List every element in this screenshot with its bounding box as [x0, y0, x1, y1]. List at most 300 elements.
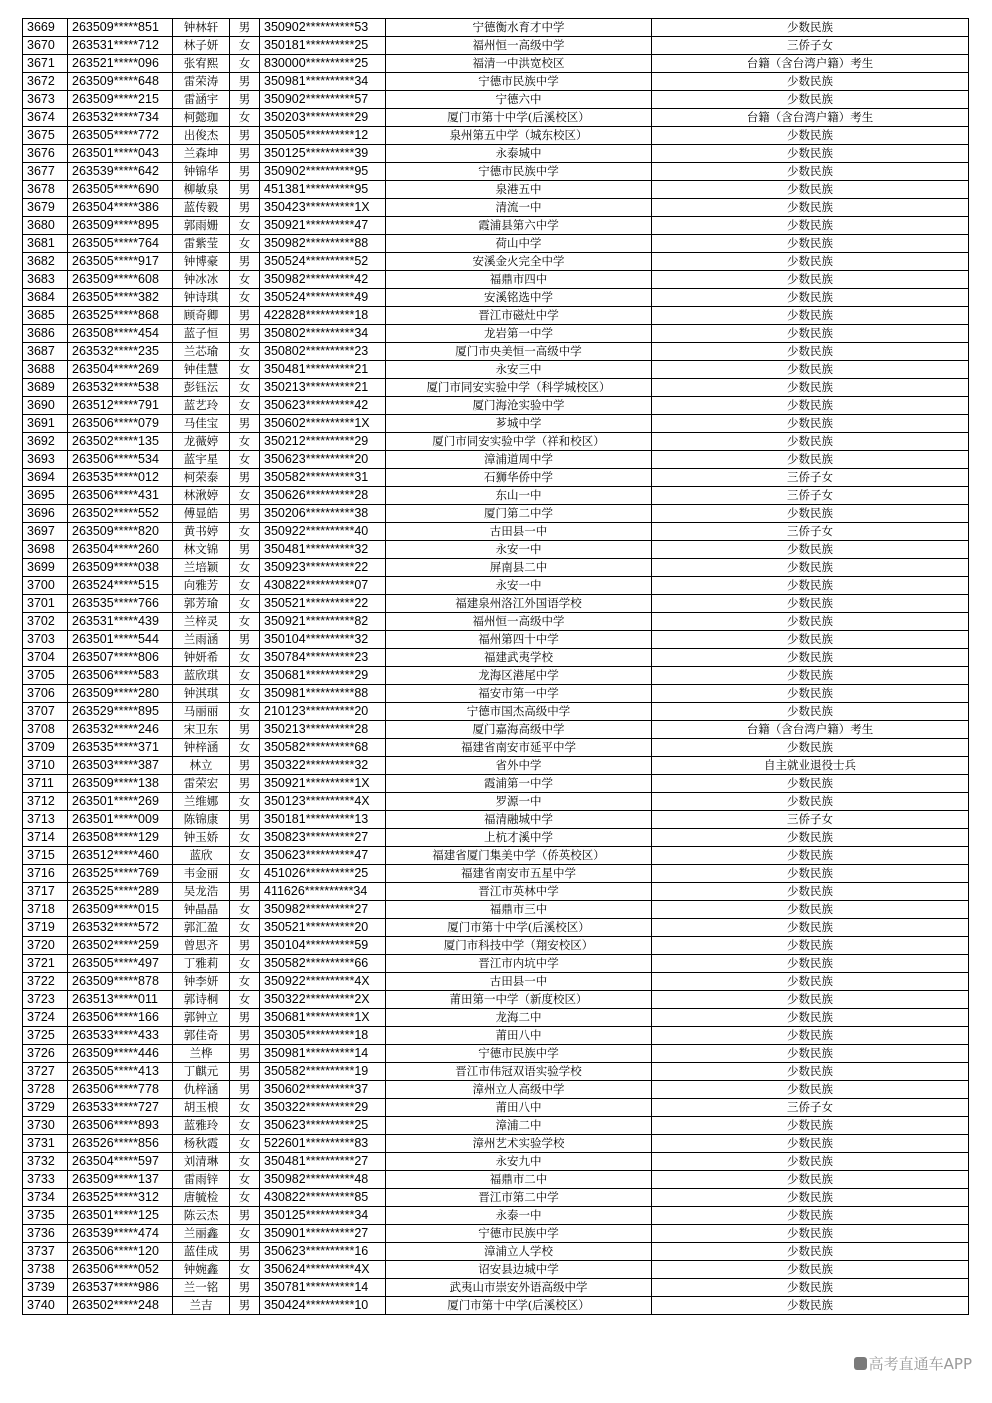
exam-number-cell: 263537*****986: [68, 1279, 173, 1297]
row-number-cell: 3709: [23, 739, 68, 757]
row-number-cell: 3730: [23, 1117, 68, 1135]
watermark: [854, 1353, 972, 1374]
school-cell: 福州第四十中学: [386, 631, 652, 649]
id-number-cell: 350322**********29: [260, 1099, 386, 1117]
category-cell: 少数民族: [652, 127, 969, 145]
id-number-cell: 350982**********27: [260, 901, 386, 919]
name-cell: 陈锦康: [173, 811, 230, 829]
row-number-cell: 3689: [23, 379, 68, 397]
school-cell: 屏南县二中: [386, 559, 652, 577]
exam-number-cell: 263533*****727: [68, 1099, 173, 1117]
row-number-cell: 3698: [23, 541, 68, 559]
category-cell: 少数民族: [652, 793, 969, 811]
gender-cell: 男: [230, 505, 260, 523]
name-cell: 钟博豪: [173, 253, 230, 271]
row-number-cell: 3737: [23, 1243, 68, 1261]
name-cell: 陈云杰: [173, 1207, 230, 1225]
table-row: [23, 469, 969, 487]
category-cell: 少数民族: [652, 1009, 969, 1027]
gender-cell: 男: [230, 163, 260, 181]
row-number-cell: 3716: [23, 865, 68, 883]
exam-number-cell: 263525*****769: [68, 865, 173, 883]
category-cell: 少数民族: [652, 955, 969, 973]
name-cell: 雷紫莹: [173, 235, 230, 253]
exam-number-cell: 263524*****515: [68, 577, 173, 595]
gender-cell: 男: [230, 325, 260, 343]
name-cell: 雷涵宇: [173, 91, 230, 109]
row-number-cell: 3704: [23, 649, 68, 667]
name-cell: 刘清琳: [173, 1153, 230, 1171]
name-cell: 蓝传毅: [173, 199, 230, 217]
row-number-cell: 3684: [23, 289, 68, 307]
category-cell: 少数民族: [652, 307, 969, 325]
row-number-cell: 3715: [23, 847, 68, 865]
name-cell: 柳敏泉: [173, 181, 230, 199]
name-cell: 蓝欣: [173, 847, 230, 865]
name-cell: 钟林轩: [173, 19, 230, 37]
category-cell: 少数民族: [652, 73, 969, 91]
id-number-cell: 411626**********34: [260, 883, 386, 901]
row-number-cell: 3693: [23, 451, 68, 469]
id-number-cell: 350923**********22: [260, 559, 386, 577]
exam-number-cell: 263501*****269: [68, 793, 173, 811]
school-cell: 宁德市国杰高级中学: [386, 703, 652, 721]
table-row: [23, 307, 969, 325]
table-row: [23, 757, 969, 775]
exam-number-cell: 263508*****454: [68, 325, 173, 343]
table-row: [23, 973, 969, 991]
school-cell: 莆田八中: [386, 1027, 652, 1045]
table-row: [23, 937, 969, 955]
category-cell: 少数民族: [652, 1027, 969, 1045]
exam-number-cell: 263504*****597: [68, 1153, 173, 1171]
name-cell: 林子妍: [173, 37, 230, 55]
name-cell: 钟婉鑫: [173, 1261, 230, 1279]
name-cell: 向雅芳: [173, 577, 230, 595]
school-cell: 福建省南安市延平中学: [386, 739, 652, 757]
id-number-cell: 451026**********25: [260, 865, 386, 883]
school-cell: 永泰一中: [386, 1207, 652, 1225]
row-number-cell: 3735: [23, 1207, 68, 1225]
name-cell: 郭芳瑜: [173, 595, 230, 613]
school-cell: 武夷山市崇安外语高级中学: [386, 1279, 652, 1297]
id-number-cell: 350623**********16: [260, 1243, 386, 1261]
gender-cell: 女: [230, 829, 260, 847]
table-row: [23, 955, 969, 973]
name-cell: 张宥熙: [173, 55, 230, 73]
table-row: [23, 1117, 969, 1135]
id-number-cell: 350125**********39: [260, 145, 386, 163]
category-cell: 少数民族: [652, 1045, 969, 1063]
id-number-cell: 350623**********25: [260, 1117, 386, 1135]
gender-cell: 男: [230, 883, 260, 901]
gender-cell: 女: [230, 1261, 260, 1279]
id-number-cell: 350981**********34: [260, 73, 386, 91]
name-cell: 胡玉桹: [173, 1099, 230, 1117]
gender-cell: 女: [230, 1171, 260, 1189]
row-number-cell: 3739: [23, 1279, 68, 1297]
name-cell: 蓝子恒: [173, 325, 230, 343]
row-number-cell: 3694: [23, 469, 68, 487]
gender-cell: 男: [230, 127, 260, 145]
category-cell: 少数民族: [652, 937, 969, 955]
category-cell: 少数民族: [652, 145, 969, 163]
id-number-cell: 350781**********14: [260, 1279, 386, 1297]
gender-cell: 男: [230, 199, 260, 217]
row-number-cell: 3712: [23, 793, 68, 811]
name-cell: 曾思齐: [173, 937, 230, 955]
table-row: [23, 919, 969, 937]
school-cell: 福建武夷学校: [386, 649, 652, 667]
school-cell: 福安市第一中学: [386, 685, 652, 703]
name-cell: 兰雨涵: [173, 631, 230, 649]
table-row: [23, 1279, 969, 1297]
school-cell: 漳州立人高级中学: [386, 1081, 652, 1099]
table-row: [23, 577, 969, 595]
id-number-cell: 350322**********32: [260, 757, 386, 775]
gender-cell: 女: [230, 1135, 260, 1153]
gender-cell: 女: [230, 397, 260, 415]
name-cell: 兰梓灵: [173, 613, 230, 631]
name-cell: 兰森坤: [173, 145, 230, 163]
id-number-cell: 350922**********40: [260, 523, 386, 541]
category-cell: 三侨子女: [652, 1099, 969, 1117]
school-cell: 宁德衡水育才中学: [386, 19, 652, 37]
category-cell: 少数民族: [652, 829, 969, 847]
school-cell: 宁德市民族中学: [386, 73, 652, 91]
row-number-cell: 3722: [23, 973, 68, 991]
exam-number-cell: 263506*****893: [68, 1117, 173, 1135]
category-cell: 少数民族: [652, 451, 969, 469]
category-cell: 少数民族: [652, 1225, 969, 1243]
table-row: [23, 415, 969, 433]
row-number-cell: 3674: [23, 109, 68, 127]
row-number-cell: 3731: [23, 1135, 68, 1153]
id-number-cell: 350524**********49: [260, 289, 386, 307]
table-row: [23, 1135, 969, 1153]
gender-cell: 女: [230, 451, 260, 469]
category-cell: 少数民族: [652, 1171, 969, 1189]
gender-cell: 男: [230, 307, 260, 325]
exam-number-cell: 263535*****766: [68, 595, 173, 613]
app-logo-icon: [854, 1357, 867, 1370]
gender-cell: 男: [230, 145, 260, 163]
id-number-cell: 350921**********47: [260, 217, 386, 235]
row-number-cell: 3673: [23, 91, 68, 109]
category-cell: 少数民族: [652, 271, 969, 289]
name-cell: 郭雨姗: [173, 217, 230, 235]
gender-cell: 女: [230, 55, 260, 73]
name-cell: 兰芯瑜: [173, 343, 230, 361]
school-cell: 厦门嘉海高级中学: [386, 721, 652, 739]
exam-number-cell: 263505*****497: [68, 955, 173, 973]
gender-cell: 女: [230, 235, 260, 253]
school-cell: 东山一中: [386, 487, 652, 505]
name-cell: 蓝艺玲: [173, 397, 230, 415]
table-row: [23, 775, 969, 793]
exam-number-cell: 263504*****386: [68, 199, 173, 217]
category-cell: 少数民族: [652, 181, 969, 199]
row-number-cell: 3732: [23, 1153, 68, 1171]
table-row: [23, 721, 969, 739]
exam-number-cell: 263531*****712: [68, 37, 173, 55]
school-cell: 厦门市第十中学(后溪校区）: [386, 109, 652, 127]
category-cell: 三侨子女: [652, 523, 969, 541]
name-cell: 钟冰冰: [173, 271, 230, 289]
row-number-cell: 3721: [23, 955, 68, 973]
school-cell: 荷山中学: [386, 235, 652, 253]
school-cell: 福鼎市二中: [386, 1171, 652, 1189]
exam-number-cell: 263506*****778: [68, 1081, 173, 1099]
name-cell: 韦金丽: [173, 865, 230, 883]
exam-number-cell: 263505*****690: [68, 181, 173, 199]
row-number-cell: 3711: [23, 775, 68, 793]
id-number-cell: 210123**********20: [260, 703, 386, 721]
table-row: [23, 595, 969, 613]
table-row: [23, 361, 969, 379]
gender-cell: 女: [230, 217, 260, 235]
name-cell: 柯懿珈: [173, 109, 230, 127]
name-cell: 钟梓涵: [173, 739, 230, 757]
school-cell: 莆田八中: [386, 1099, 652, 1117]
school-cell: 漳州艺术实验学校: [386, 1135, 652, 1153]
exam-number-cell: 263501*****125: [68, 1207, 173, 1225]
exam-number-cell: 263502*****135: [68, 433, 173, 451]
exam-number-cell: 263506*****166: [68, 1009, 173, 1027]
gender-cell: 女: [230, 559, 260, 577]
exam-number-cell: 263531*****439: [68, 613, 173, 631]
name-cell: 龙薇婷: [173, 433, 230, 451]
gender-cell: 女: [230, 667, 260, 685]
gender-cell: 女: [230, 289, 260, 307]
table-row: [23, 1081, 969, 1099]
table-row: [23, 1189, 969, 1207]
category-cell: 三侨子女: [652, 37, 969, 55]
category-cell: 少数民族: [652, 397, 969, 415]
table-row: [23, 451, 969, 469]
id-number-cell: 350582**********31: [260, 469, 386, 487]
gender-cell: 男: [230, 1279, 260, 1297]
school-cell: 石狮华侨中学: [386, 469, 652, 487]
category-cell: 少数民族: [652, 235, 969, 253]
id-number-cell: 522601**********83: [260, 1135, 386, 1153]
table-row: [23, 667, 969, 685]
gender-cell: 女: [230, 343, 260, 361]
school-cell: 永安九中: [386, 1153, 652, 1171]
table-row: [23, 541, 969, 559]
category-cell: 少数民族: [652, 739, 969, 757]
category-cell: 三侨子女: [652, 487, 969, 505]
gender-cell: 女: [230, 703, 260, 721]
id-number-cell: 350681**********1X: [260, 1009, 386, 1027]
table-row: [23, 343, 969, 361]
row-number-cell: 3699: [23, 559, 68, 577]
exam-number-cell: 263509*****015: [68, 901, 173, 919]
school-cell: 霞浦第一中学: [386, 775, 652, 793]
row-number-cell: 3678: [23, 181, 68, 199]
id-number-cell: 350203**********29: [260, 109, 386, 127]
table-row: [23, 397, 969, 415]
exam-number-cell: 263509*****895: [68, 217, 173, 235]
gender-cell: 男: [230, 91, 260, 109]
school-cell: 安溪金火完全中学: [386, 253, 652, 271]
gender-cell: 女: [230, 361, 260, 379]
id-number-cell: 350104**********32: [260, 631, 386, 649]
category-cell: 少数民族: [652, 1279, 969, 1297]
exam-number-cell: 263509*****280: [68, 685, 173, 703]
category-cell: 少数民族: [652, 667, 969, 685]
exam-number-cell: 263506*****583: [68, 667, 173, 685]
row-number-cell: 3740: [23, 1297, 68, 1315]
id-number-cell: 350902**********57: [260, 91, 386, 109]
gender-cell: 男: [230, 1045, 260, 1063]
exam-number-cell: 263539*****474: [68, 1225, 173, 1243]
category-cell: 少数民族: [652, 217, 969, 235]
exam-number-cell: 263501*****043: [68, 145, 173, 163]
school-cell: 福州恒一高级中学: [386, 613, 652, 631]
school-cell: 上杭才溪中学: [386, 829, 652, 847]
row-number-cell: 3729: [23, 1099, 68, 1117]
exam-number-cell: 263513*****011: [68, 991, 173, 1009]
name-cell: 林湫婷: [173, 487, 230, 505]
id-number-cell: 350823**********27: [260, 829, 386, 847]
exam-number-cell: 263512*****791: [68, 397, 173, 415]
id-number-cell: 350521**********20: [260, 919, 386, 937]
table-row: [23, 109, 969, 127]
gender-cell: 女: [230, 1189, 260, 1207]
gender-cell: 男: [230, 73, 260, 91]
gender-cell: 女: [230, 1153, 260, 1171]
gender-cell: 女: [230, 991, 260, 1009]
category-cell: 少数民族: [652, 1063, 969, 1081]
school-cell: 晋江市伟冠双语实验学校: [386, 1063, 652, 1081]
category-cell: 台籍（含台湾户籍）考生: [652, 55, 969, 73]
gender-cell: 女: [230, 379, 260, 397]
name-cell: 蓝宇星: [173, 451, 230, 469]
name-cell: 钟诗琪: [173, 289, 230, 307]
school-cell: 莆田第一中学（新度校区）: [386, 991, 652, 1009]
category-cell: 台籍（含台湾户籍）考生: [652, 721, 969, 739]
row-number-cell: 3700: [23, 577, 68, 595]
exam-number-cell: 263525*****289: [68, 883, 173, 901]
school-cell: 福建省厦门集美中学（侨英校区）: [386, 847, 652, 865]
gender-cell: 女: [230, 613, 260, 631]
exam-number-cell: 263501*****544: [68, 631, 173, 649]
category-cell: 三侨子女: [652, 811, 969, 829]
category-cell: 少数民族: [652, 577, 969, 595]
category-cell: 少数民族: [652, 973, 969, 991]
row-number-cell: 3679: [23, 199, 68, 217]
category-cell: 三侨子女: [652, 469, 969, 487]
row-number-cell: 3726: [23, 1045, 68, 1063]
exam-number-cell: 263509*****648: [68, 73, 173, 91]
id-number-cell: 350505**********12: [260, 127, 386, 145]
id-number-cell: 350921**********82: [260, 613, 386, 631]
school-cell: 宁德市民族中学: [386, 163, 652, 181]
table-row: [23, 433, 969, 451]
name-cell: 钟妍希: [173, 649, 230, 667]
category-cell: 少数民族: [652, 1153, 969, 1171]
table-row: [23, 289, 969, 307]
table-row: [23, 37, 969, 55]
category-cell: 少数民族: [652, 1081, 969, 1099]
name-cell: 钟锦华: [173, 163, 230, 181]
exam-number-cell: 263533*****433: [68, 1027, 173, 1045]
name-cell: 林文锦: [173, 541, 230, 559]
name-cell: 郭诗桐: [173, 991, 230, 1009]
category-cell: 少数民族: [652, 343, 969, 361]
name-cell: 兰丽鑫: [173, 1225, 230, 1243]
name-cell: 林立: [173, 757, 230, 775]
table-row: [23, 1009, 969, 1027]
exam-number-cell: 263501*****009: [68, 811, 173, 829]
exam-number-cell: 263505*****413: [68, 1063, 173, 1081]
gender-cell: 女: [230, 577, 260, 595]
name-cell: 唐毓检: [173, 1189, 230, 1207]
row-number-cell: 3695: [23, 487, 68, 505]
exam-number-cell: 263532*****235: [68, 343, 173, 361]
table-row: [23, 1063, 969, 1081]
name-cell: 彭钰沄: [173, 379, 230, 397]
gender-cell: 女: [230, 595, 260, 613]
name-cell: 丁雅莉: [173, 955, 230, 973]
gender-cell: 女: [230, 919, 260, 937]
id-number-cell: 350322**********2X: [260, 991, 386, 1009]
gender-cell: 男: [230, 1009, 260, 1027]
table-row: [23, 703, 969, 721]
table-row: [23, 379, 969, 397]
id-number-cell: 350305**********18: [260, 1027, 386, 1045]
id-number-cell: 350623**********47: [260, 847, 386, 865]
school-cell: 漳浦立人学校: [386, 1243, 652, 1261]
row-number-cell: 3696: [23, 505, 68, 523]
school-cell: 宁德六中: [386, 91, 652, 109]
name-cell: 蓝雅玲: [173, 1117, 230, 1135]
id-number-cell: 350982**********48: [260, 1171, 386, 1189]
id-number-cell: 350123**********4X: [260, 793, 386, 811]
gender-cell: 女: [230, 685, 260, 703]
category-cell: 少数民族: [652, 325, 969, 343]
school-cell: 厦门市第十中学(后溪校区）: [386, 1297, 652, 1315]
category-cell: 少数民族: [652, 901, 969, 919]
id-number-cell: 350181**********13: [260, 811, 386, 829]
row-number-cell: 3718: [23, 901, 68, 919]
id-number-cell: 350982**********42: [260, 271, 386, 289]
gender-cell: 女: [230, 901, 260, 919]
row-number-cell: 3705: [23, 667, 68, 685]
category-cell: 少数民族: [652, 919, 969, 937]
table-row: [23, 19, 969, 37]
school-cell: 永安三中: [386, 361, 652, 379]
row-number-cell: 3723: [23, 991, 68, 1009]
name-cell: 顾奇卿: [173, 307, 230, 325]
name-cell: 兰培颖: [173, 559, 230, 577]
school-cell: 漳浦道周中学: [386, 451, 652, 469]
gender-cell: 女: [230, 847, 260, 865]
gender-cell: 女: [230, 649, 260, 667]
exam-number-cell: 263535*****012: [68, 469, 173, 487]
category-cell: 少数民族: [652, 559, 969, 577]
exam-number-cell: 263535*****371: [68, 739, 173, 757]
exam-number-cell: 263525*****868: [68, 307, 173, 325]
exam-number-cell: 263509*****851: [68, 19, 173, 37]
table-row: [23, 523, 969, 541]
exam-number-cell: 263502*****248: [68, 1297, 173, 1315]
exam-number-cell: 263525*****312: [68, 1189, 173, 1207]
category-cell: 少数民族: [652, 775, 969, 793]
id-number-cell: 350104**********59: [260, 937, 386, 955]
gender-cell: 女: [230, 1225, 260, 1243]
